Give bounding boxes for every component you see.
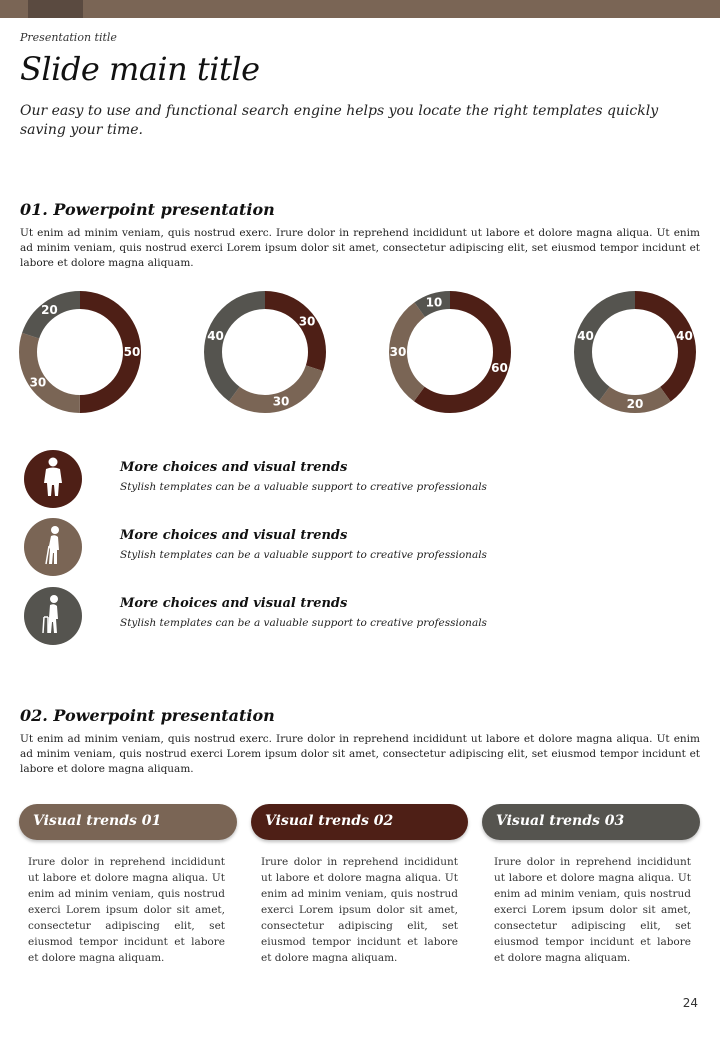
- donut-1-label-3: 20: [41, 302, 58, 317]
- visual-trends-03-label: Visual trends 03: [496, 813, 625, 829]
- section-1-heading: 01. Powerpoint presentation: [20, 200, 275, 219]
- section-1-body: Ut enim ad minim veniam, quis nostrud exerc. Irure dolor in reprehend incididunt ut labore et dolore magna aliqua. Ut enim ad minim veniam, quis nostrud exerci Lorem ipsum dolor sit amet, consectetur adipiscing elit, set eiusmod tempor incidunt et labore et dolore magna aliquam.: [20, 227, 700, 269]
- donut-2-label-2: 30: [272, 394, 290, 409]
- donut-chart-3: [388, 290, 512, 414]
- persona-1-title: More choices and visual trends: [120, 460, 348, 475]
- man-silhouette-icon: [24, 450, 82, 508]
- presentation-title: Presentation title: [20, 31, 117, 44]
- visual-trends-02-pill: [251, 804, 468, 840]
- donut-1-label-2: 30: [29, 375, 47, 390]
- persona-3-title: More choices and visual trends: [120, 596, 348, 611]
- visual-trends-02-label: Visual trends 02: [265, 813, 394, 829]
- visual-trends-03-text: Irure dolor in reprehend incididunt ut labore et dolore magna aliqua. Ut enim ad minim veniam, quis nostrud exerci Lorem ipsum dolor sit amet, consectetur adipiscing elit, set eiusmod tempor incidunt et labore et dolore magna aliquam.: [494, 856, 691, 964]
- donut-3-label-3: 10: [425, 295, 443, 310]
- persona-2-text: Stylish templates can be a valuable support to creative professionals: [120, 549, 487, 561]
- persona-3-text: Stylish templates can be a valuable support to creative professionals: [120, 617, 487, 629]
- page-number: 24: [682, 996, 698, 1010]
- donut-chart-1: [18, 290, 142, 414]
- donut-1-label-1: 50: [123, 345, 141, 359]
- persona-1-text: Stylish templates can be a valuable support to creative professionals: [120, 481, 487, 493]
- visual-trends-01-label: Visual trends 01: [33, 813, 162, 829]
- page-title: Slide main title: [20, 50, 260, 88]
- donut-4-label-2: 20: [626, 397, 644, 411]
- visual-trends-03-pill: [482, 804, 700, 840]
- top-bar: [0, 0, 720, 18]
- page-subtitle: Our easy to use and functional search engine helps you locate the right templates quickly saving your time.: [20, 103, 659, 138]
- donut-chart-2: [203, 290, 327, 414]
- donut-2-label-1: 30: [298, 314, 316, 329]
- donut-4-label-1: 40: [676, 328, 693, 343]
- top-bar-tab: [28, 0, 83, 18]
- visual-trends-01-text: Irure dolor in reprehend incididunt ut labore et dolore magna aliqua. Ut enim ad minim veniam, quis nostrud exerci Lorem ipsum dolor sit amet, consectetur adipiscing elit, set eiusmod tempor incidunt et labore et dolore magna aliquam.: [28, 856, 225, 964]
- section-2-body: Ut enim ad minim veniam, quis nostrud exerc. Irure dolor in reprehend incididunt ut labore et dolore magna aliqua. Ut enim ad minim veniam, quis nostrud exerci Lorem ipsum dolor sit amet, consectetur adipiscing elit, set eiusmod tempor incidunt et labore et dolore magna aliquam.: [20, 733, 700, 775]
- elderly-man-with-cane-icon: [24, 518, 82, 576]
- visual-trends-02-text: Irure dolor in reprehend incididunt ut labore et dolore magna aliqua. Ut enim ad minim veniam, quis nostrud exerci Lorem ipsum dolor sit amet, consectetur adipiscing elit, set eiusmod tempor incidunt et labore et dolore magna aliquam.: [261, 856, 458, 964]
- donut-3-label-2: 30: [389, 345, 407, 359]
- persona-2-title: More choices and visual trends: [120, 528, 348, 543]
- section-2-heading: 02. Powerpoint presentation: [20, 706, 275, 725]
- donut-chart-4: [573, 290, 697, 414]
- visual-trends-01-pill: [19, 804, 237, 840]
- elderly-man-with-walker-icon: [24, 587, 82, 645]
- donut-3-label-1: 60: [491, 361, 508, 376]
- donut-4-label-3: 40: [577, 328, 594, 343]
- donut-2-label-3: 40: [207, 328, 224, 343]
